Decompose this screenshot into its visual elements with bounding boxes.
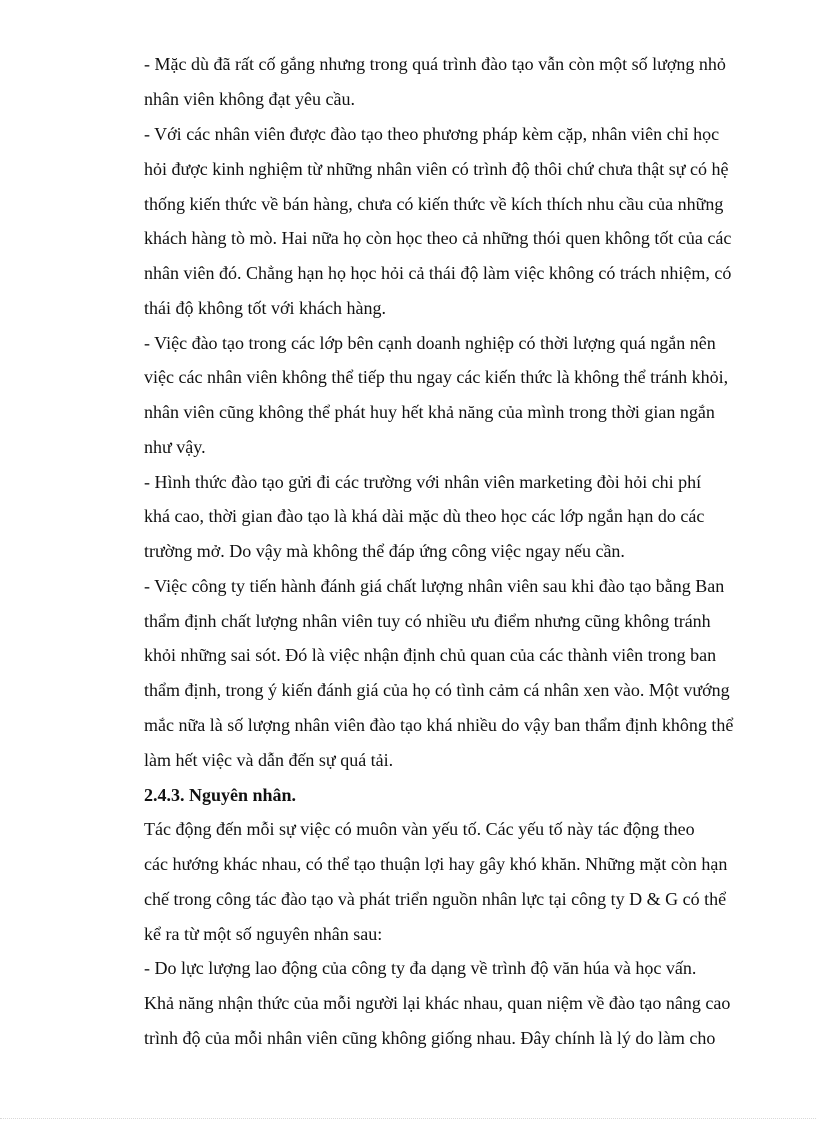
text-line: các hướng khác nhau, có thể tạo thuận lợi hay gây khó khăn. Những mặt còn hạn (144, 854, 728, 874)
text-line: kể ra từ một số nguyên nhân sau: (144, 924, 383, 944)
text-line: thái độ không tốt với khách hàng. (144, 298, 386, 318)
text-line: nhân viên không đạt yêu cầu. (144, 89, 355, 109)
text-line: thẩm định chất lượng nhân viên tuy có nhiều ưu điểm nhưng cũng không tránh (144, 611, 711, 631)
text-line: hỏi được kinh nghiệm từ những nhân viên có trình độ thôi chứ chưa thật sự có hệ (144, 159, 729, 179)
text-line: nhân viên cũng không thể phát huy hết khả năng của mình trong thời gian ngắn (144, 402, 715, 422)
text-line: khá cao, thời gian đào tạo là khá dài mặc dù theo học các lớp ngắn hạn do các (144, 506, 705, 526)
text-line: như vậy. (144, 437, 206, 457)
text-line: Khả năng nhận thức của mỗi người lại khác nhau, quan niệm về đào tạo nâng cao (144, 993, 731, 1013)
text-line: Tác động đến mỗi sự việc có muôn vàn yếu tố. Các yếu tố này tác động theo (144, 819, 695, 839)
text-line: việc các nhân viên không thể tiếp thu ngay các kiến thức là không thể tránh khỏi, (144, 367, 729, 387)
text-line: - Việc công ty tiến hành đánh giá chất lượng nhân viên sau khi đào tạo bằng Ban (144, 576, 725, 596)
text-line: thẩm định, trong ý kiến đánh giá của họ có tình cảm cá nhân xen vào. Một vướng (144, 680, 730, 700)
text-line: - Với các nhân viên được đào tạo theo phương pháp kèm cặp, nhân viên chỉ học (144, 124, 720, 144)
text-line: trình độ của mỗi nhân viên cũng không giống nhau. Đây chính là lý do làm cho (144, 1028, 716, 1048)
text-line: khách hàng tò mò. Hai nữa họ còn học theo cả những thói quen không tốt của các (144, 228, 732, 248)
page-bottom-rule (0, 1118, 816, 1119)
text-line: thống kiến thức về bán hàng, chưa có kiến thức về kích thích nhu cầu của những (144, 194, 724, 214)
section-heading: 2.4.3. Nguyên nhân. (144, 785, 297, 805)
text-line: - Mặc dù đã rất cố gắng nhưng trong quá trình đào tạo vẫn còn một số lượng nhỏ (144, 54, 726, 74)
text-line: làm hết việc và dẫn đến sự quá tải. (144, 750, 394, 770)
text-line: - Việc đào tạo trong các lớp bên cạnh doanh nghiệp có thời lượng quá ngắn nên (144, 333, 716, 353)
text-line: trường mở. Do vậy mà không thể đáp ứng công việc ngay nếu cần. (144, 541, 625, 561)
text-line: khỏi những sai sót. Đó là việc nhận định chủ quan của các thành viên trong ban (144, 645, 717, 665)
text-line: mắc nữa là số lượng nhân viên đào tạo khá nhiều do vậy ban thẩm định không thể (144, 715, 734, 735)
text-line: - Hình thức đào tạo gửi đi các trường với nhân viên marketing đòi hỏi chi phí (144, 472, 702, 492)
text-line: nhân viên đó. Chẳng hạn họ học hỏi cả thái độ làm việc không có trách nhiệm, có (144, 263, 732, 283)
text-line: chế trong công tác đào tạo và phát triển nguồn nhân lực tại công ty D & G có thể (144, 889, 727, 909)
text-line: - Do lực lượng lao động của công ty đa dạng về trình độ văn húa và học vấn. (144, 958, 697, 978)
